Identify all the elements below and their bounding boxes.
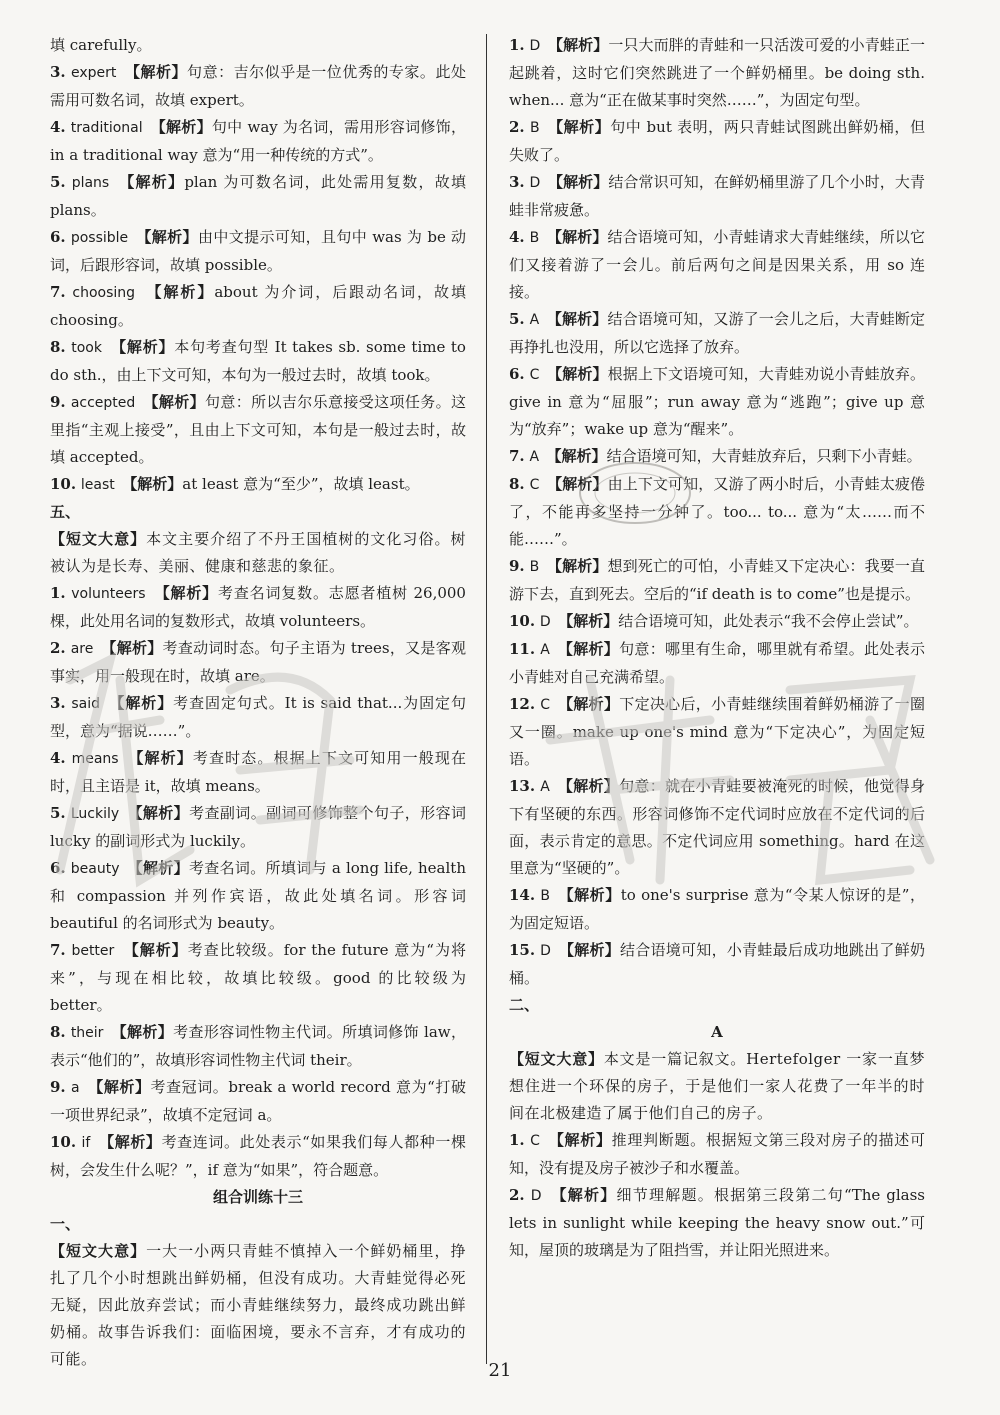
analysis-text: 结合常识可知，在鲜奶桶里游了几个小时，大青蛙非常疲惫。: [509, 173, 925, 219]
item-number: 9.: [50, 393, 66, 411]
item-number: 5.: [50, 804, 66, 822]
answer-item: [50, 389, 466, 471]
analysis-text: 由上下文可知，又游了两小时后，小青蛙太疲倦了，不能再多坚持一分钟了。too... to... 意为“太……而不能……”。: [509, 475, 925, 548]
answer-item: [50, 334, 466, 389]
answer-item: [50, 745, 466, 800]
analysis-text: 想到死亡的可怕，小青蛙又下定决心：我要一直游下去，直到死去。空后的“if death is to come”也是提示。: [509, 557, 925, 603]
exercise-title: A: [711, 1023, 723, 1041]
item-number: 2.: [50, 639, 66, 657]
answer-item: [509, 553, 925, 608]
analysis-tag: 【解析】: [135, 749, 193, 767]
analysis-tag: 【解析】: [132, 63, 188, 81]
item-answer: Luckily: [70, 806, 120, 822]
analysis-tag: 【解析】: [108, 639, 163, 657]
item-number: 8.: [50, 1023, 66, 1041]
analysis-text: to one's surprise 意为“令某人惊讶的是”，为固定短语。: [509, 886, 925, 932]
answer-item: [509, 114, 925, 169]
section-heading: 一、: [50, 1215, 81, 1233]
item-answer: A: [540, 642, 550, 658]
answer-item: [50, 580, 466, 635]
item-number: 2.: [509, 1186, 525, 1204]
analysis-text: 一只大而胖的青蛙和一只活泼可爱的小青蛙正一起跳着，这时它们突然跳进了一个鲜奶桶里。be doing sth. when... 意为“正在做某事时突然……”，为固定句型。: [509, 36, 925, 109]
answer-item: [50, 937, 466, 1019]
analysis-text: 考查时态。根据上下文可知用一般现在时，且主语是 it，故填 means。: [50, 749, 466, 795]
analysis-text: 结合语境可知，此处表示“我不会停止尝试”。: [618, 612, 919, 630]
analysis-tag: 【解析】: [554, 228, 608, 246]
item-answer: are: [70, 641, 94, 657]
item-number: 6.: [509, 365, 525, 383]
analysis-text: 结合语境可知，大青蛙放弃后，只剩下小青蛙。: [606, 447, 922, 465]
analysis-text: 句中 but 表明，两只青蛙试图跳出鲜奶桶，但失败了。: [509, 118, 925, 164]
item-answer: A: [540, 779, 550, 795]
analysis-text: 结合语境可知，又游了一会儿之后，大青蛙断定再挣扎也没用，所以它选择了放弃。: [509, 310, 925, 356]
item-number: 7.: [50, 283, 66, 301]
analysis-text: about 为介词，后跟动名词，故填 choosing。: [50, 283, 466, 329]
item-answer: A: [529, 312, 540, 328]
analysis-tag: 【解析】: [554, 447, 607, 465]
item-answer: D: [529, 38, 541, 54]
item-number: 14.: [509, 886, 536, 904]
analysis-tag: 【解析】: [555, 118, 611, 136]
analysis-text: 句意：就在小青蛙要被淹死的时候，他觉得身下有坚硬的东西。形容词修饰不定代词时应放在不定代词的后面，表示肯定的意思。不定代词应用 something。hard 在这里意为“坚硬的”。: [509, 777, 925, 877]
item-number: 8.: [509, 475, 525, 493]
item-answer: least: [80, 477, 115, 493]
item-number: 10.: [50, 475, 77, 493]
answer-item: [509, 306, 925, 361]
item-answer: volunteers: [71, 586, 146, 602]
item-number: 13.: [509, 777, 536, 795]
analysis-tag: 【解析】: [116, 694, 174, 712]
analysis-text: 考查副词。副词可修饰整个句子，形容词 lucky 的副词形式为 luckily。: [50, 804, 466, 850]
item-number: 15.: [509, 941, 536, 959]
summary-text: 本文是一篇记叙文。Hertefolger 一家一直梦想住进一个环保的房子，于是他们一家人花费了一年半的时间在北极建造了属于他们自己的房子。: [509, 1050, 925, 1122]
item-number: 8.: [50, 338, 66, 356]
item-answer: D: [530, 1188, 542, 1204]
analysis-text: 句意：所以吉尔乐意接受这项任务。这里指“主观上接受”，且由上下文可知，本句是一般过去时，故填 accepted。: [50, 393, 466, 466]
item-answer: B: [540, 888, 551, 904]
item-answer: D: [529, 175, 541, 191]
answer-item: [50, 855, 466, 937]
item-number: 12.: [509, 695, 536, 713]
item-number: 5.: [50, 173, 66, 191]
analysis-tag: 【解析】: [565, 612, 619, 630]
analysis-tag: 【解析】: [566, 941, 620, 959]
answer-item: [509, 361, 925, 443]
item-number: 11.: [509, 640, 536, 658]
analysis-tag: 【解析】: [135, 859, 189, 877]
item-answer: D: [540, 943, 551, 959]
item-answer: B: [529, 230, 540, 246]
answer-item: [50, 1129, 466, 1184]
answer-item: [50, 1019, 466, 1074]
answer-item: [509, 443, 925, 471]
analysis-text: 根据上下文语境可知，大青蛙劝说小青蛙放弃。give in 意为“屈服”；run away 意为“逃跑”；give up 意为“放弃”；wake up 意为“醒来”。: [509, 365, 925, 438]
analysis-tag: 【解析】: [565, 695, 620, 713]
analysis-tag: 【解析】: [95, 1078, 151, 1096]
analysis-text: 句意：哪里有生命，哪里就有希望。此处表示小青蛙对自己充满希望。: [509, 640, 925, 686]
item-answer: means: [71, 751, 119, 767]
analysis-text: 细节理解题。根据第三段第二句“The glass lets in sunlight while keeping the heavy snow out.”可知，屋顶的玻璃是为了阻挡雪，并让阳光照进来。: [509, 1186, 925, 1259]
answer-item: [509, 636, 925, 691]
item-answer: a: [71, 1080, 80, 1096]
analysis-tag: 【解析】: [554, 475, 608, 493]
section-heading: 二、: [509, 996, 540, 1014]
analysis-text: 句中 way 为名词，需用形容词修饰，in a traditional way 意为“用一种传统的方式”。: [50, 118, 466, 164]
item-answer: better: [71, 943, 115, 959]
item-number: 5.: [509, 310, 525, 328]
item-number: 6.: [50, 228, 66, 246]
exercise-title: 组合训练十三: [212, 1188, 303, 1206]
analysis-text: 结合语境可知，小青蛙最后成功地跳出了鲜奶桶。: [509, 941, 925, 987]
answer-item: [509, 608, 925, 636]
item-number: 9.: [509, 557, 525, 575]
item-answer: their: [70, 1025, 104, 1041]
analysis-text: 考查名词复数。志愿者植树 26,000 棵，此处用名词的复数形式，故填 volunteers。: [50, 584, 466, 630]
item-answer: expert: [70, 65, 117, 81]
item-number: 6.: [50, 859, 66, 877]
item-number: 10.: [509, 612, 536, 630]
analysis-tag: 【解析】: [554, 310, 608, 328]
summary-text: 本文主要介绍了不丹王国植树的文化习俗。树被认为是长寿、美丽、健康和慈悲的象征。: [50, 530, 466, 575]
item-answer: said: [71, 696, 101, 712]
analysis-text: 考查名词。所填词与 a long life, health 和 compassion 并列作宾语，故此处填名词。形容词 beautiful 的名词形式为 beauty。: [50, 859, 466, 932]
analysis-tag: 【解析】: [566, 886, 621, 904]
analysis-text: 考查冠词。break a world record 意为“打破一项世界纪录”，故填不定冠词 a。: [50, 1078, 466, 1124]
analysis-text: 考查固定句式。It is said that...为固定句型，意为“据说……”。: [50, 694, 466, 740]
item-number: 3.: [509, 173, 525, 191]
item-number: 3.: [50, 63, 66, 81]
item-answer: A: [529, 449, 540, 465]
item-answer: D: [539, 614, 551, 630]
analysis-tag: 【解析】: [565, 640, 620, 658]
item-number: 10.: [50, 1133, 77, 1151]
analysis-tag: 【解析】: [129, 475, 183, 493]
analysis-tag: 【解析】: [154, 283, 215, 301]
item-answer: if: [81, 1135, 91, 1151]
analysis-tag: 【解析】: [555, 36, 609, 54]
item-number: 9.: [50, 1078, 66, 1096]
summary-block: [50, 1238, 466, 1373]
answer-item: [50, 114, 466, 169]
summary-text: 一大一小两只青蛙不慎掉入一个鲜奶桶里，挣扎了几个小时想跳出鲜奶桶，但没有成功。大青蛙觉得必死无疑，因此放弃尝试；而小青蛙继续努力，最终成功跳出鲜奶桶。故事告诉我们：面临困境，要永不言弃，才有成功的可能。: [50, 1242, 466, 1368]
item-number: 7.: [509, 447, 525, 465]
analysis-text: 考查形容词性物主代词。所填词修饰 law，表示“他们的”，故填形容词性物主代词 their。: [50, 1023, 466, 1069]
item-number: 4.: [50, 749, 66, 767]
analysis-tag: 【解析】: [119, 1023, 174, 1041]
analysis-text: 考查动词时态。句子主语为 trees，又是客观事实，用一般现在时，故填 are。: [50, 639, 466, 685]
item-number: 1.: [509, 36, 525, 54]
analysis-text: plan 为可数名词，此处需用复数，故填 plans。: [50, 173, 466, 219]
section-heading: 五、: [50, 503, 81, 521]
analysis-tag: 【解析】: [131, 941, 188, 959]
analysis-text: 本句考查句型 It takes sb. some time to do sth.，由上下文可知，本句为一般过去时，故填 took。: [50, 338, 466, 384]
analysis-text: 考查连词。此处表示“如果我们每人都种一棵树，会发生什么呢？”，if 意为“如果”，符合题意。: [50, 1133, 466, 1179]
item-answer: C: [530, 1133, 540, 1149]
item-number: 1.: [509, 1131, 525, 1149]
analysis-tag: 【解析】: [556, 1131, 612, 1149]
answer-item: [509, 882, 925, 937]
analysis-text: at least 意为“至少”，故填 least。: [182, 475, 420, 493]
item-answer: C: [529, 477, 540, 493]
left-column: [50, 32, 466, 1373]
summary-tag: 【短文大意】: [50, 1242, 147, 1260]
analysis-tag: 【解析】: [559, 1186, 617, 1204]
answer-item: [509, 691, 925, 773]
item-answer: plans: [71, 175, 110, 191]
answer-item: [509, 224, 925, 306]
answer-item: [509, 471, 925, 553]
item-number: 7.: [50, 941, 66, 959]
column-divider: [486, 34, 487, 1364]
analysis-text: 下定决心后，小青蛙继续围着鲜奶桶游了一圈又一圈。make up one's mind 意为“下定决心”，为固定短语。: [509, 695, 925, 768]
item-number: 3.: [50, 694, 66, 712]
page-number: 21: [488, 1360, 512, 1381]
item-answer: C: [540, 697, 550, 713]
item-answer: C: [529, 367, 540, 383]
analysis-tag: 【解析】: [151, 393, 206, 411]
item-answer: B: [529, 559, 540, 575]
item-number: 4.: [509, 228, 525, 246]
answer-item: [50, 800, 466, 855]
summary-tag: 【短文大意】: [509, 1050, 604, 1068]
item-answer: beauty: [70, 861, 120, 877]
answer-item: [509, 1127, 925, 1182]
answer-item: [50, 169, 466, 224]
analysis-tag: 【解析】: [555, 173, 609, 191]
answer-item: [509, 1182, 925, 1264]
answer-item: [50, 635, 466, 690]
analysis-tag: 【解析】: [158, 118, 212, 136]
answer-item: [50, 690, 466, 745]
answer-item: [509, 937, 925, 992]
item-answer: choosing: [72, 285, 136, 301]
answer-item: [50, 59, 466, 114]
analysis-tag: 【解析】: [554, 365, 608, 383]
answer-item: [50, 279, 466, 334]
analysis-text: 考查比较级。for the future 意为“为将来”，与现在相比较，故填比较级。good 的比较级为 better。: [50, 941, 466, 1014]
summary-tag: 【短文大意】: [50, 530, 147, 548]
analysis-text: 句意：吉尔似乎是一位优秀的专家。此处需用可数名词，故填 expert。: [50, 63, 466, 109]
item-number: 4.: [50, 118, 66, 136]
item-answer: accepted: [70, 395, 136, 411]
analysis-tag: 【解析】: [162, 584, 218, 602]
answer-item: [50, 1074, 466, 1129]
right-column: [509, 32, 925, 1264]
item-answer: traditional: [70, 120, 143, 136]
item-answer: B: [529, 120, 540, 136]
summary-block: [50, 526, 466, 580]
analysis-text: 由中文提示可知，且句中 was 为 be 动词，后跟形容词，故填 possible。: [50, 228, 466, 274]
analysis-tag: 【解析】: [143, 228, 198, 246]
answer-item: [50, 224, 466, 279]
analysis-text: 结合语境可知，小青蛙请求大青蛙继续，所以它们又接着游了一会儿。前后两句之间是因果关系，用 so 连接。: [509, 228, 925, 301]
item-number: 2.: [509, 118, 525, 136]
answer-item: [509, 32, 925, 114]
answer-item: [509, 773, 925, 882]
answer-item: [50, 471, 466, 499]
analysis-text: 推理判断题。根据短文第三段对房子的描述可知，没有提及房子被沙子和水覆盖。: [509, 1131, 925, 1177]
item-number: 1.: [50, 584, 66, 602]
item-answer: took: [71, 340, 102, 356]
continued-text: 填 carefully。: [50, 36, 152, 54]
item-answer: possible: [70, 230, 129, 246]
analysis-tag: 【解析】: [134, 804, 190, 822]
answer-item: [509, 169, 925, 224]
analysis-tag: 【解析】: [106, 1133, 162, 1151]
analysis-tag: 【解析】: [554, 557, 608, 575]
summary-block: [509, 1046, 925, 1127]
analysis-tag: 【解析】: [126, 173, 185, 191]
analysis-tag: 【解析】: [565, 777, 620, 795]
analysis-tag: 【解析】: [118, 338, 175, 356]
